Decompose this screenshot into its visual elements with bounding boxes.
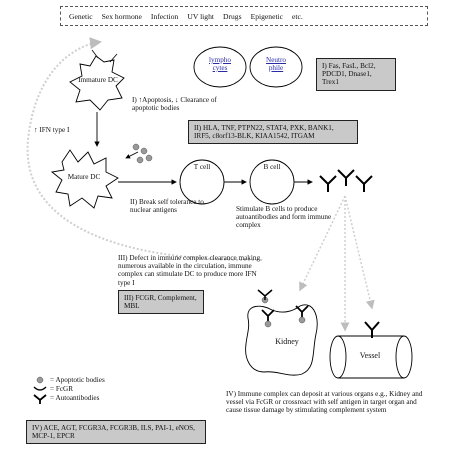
gene-box-i: I) Fas, FasL, Bcl2, PDCD1, Dnase1, Trex1 bbox=[316, 58, 396, 91]
factor-epigenetic: Epigenetic bbox=[250, 11, 284, 21]
factor-sex-hormone: Sex hormone bbox=[101, 11, 142, 21]
lymphocytes-label: lympho cytes bbox=[209, 56, 231, 72]
vessel-label: Vessel bbox=[359, 351, 381, 360]
immature-dc-label: Immature DC bbox=[78, 76, 118, 84]
neutrophile-label: Neutro phile bbox=[266, 56, 286, 72]
step-iii-label: III) Defect in immune complex clearance making numerous available in the circulation, immune complex can stimulate DC to produce more IFN type I bbox=[118, 254, 261, 287]
etiology-factors-box bbox=[60, 6, 428, 26]
factor-etc: etc. bbox=[292, 11, 303, 21]
t-cell-label: T cell bbox=[193, 163, 211, 171]
ifn-type-i-label: ↑ IFN type I bbox=[34, 126, 70, 134]
gene-box-iii: III) FCGR, Complement, MBL bbox=[118, 290, 204, 314]
legend-apoptotic-label: = Apoptotic bodies bbox=[50, 376, 105, 384]
kidney-label: Kidney bbox=[275, 337, 299, 346]
b-cell-stimulation-label: Stimulate B cells to produce autoantibodies and form immune complex bbox=[236, 205, 332, 230]
legend-fcgr-label: = FcGR bbox=[50, 385, 74, 393]
b-cell-label: B cell bbox=[263, 163, 281, 171]
mature-dc-label: Mature DC bbox=[67, 173, 101, 181]
factor-genetic: Genetic bbox=[69, 11, 93, 21]
step-i-label: I) ↑Apoptosis, ↓ Clearance of apoptotic bodies bbox=[132, 96, 217, 113]
step-ii-label: II) Break self tolerance to nuclear antigens bbox=[130, 198, 204, 215]
factor-infection: Infection bbox=[150, 11, 179, 21]
gene-box-ii: II) HLA, TNF, PTPN22, STAT4, PXK, BANK1, IRF5, c8orf13-BLK, KIAA1542, ITGAM bbox=[188, 120, 358, 144]
legend-fcgr-symbol bbox=[34, 387, 46, 390]
factor-uv-light: UV light bbox=[187, 11, 214, 21]
gene-box-iv: IV) ACE, AGT, FCGR3A, FCGR3B, ILS, PAI-1, eNOS, MCP-1, EPCR bbox=[26, 420, 206, 444]
legend-apoptotic-symbol bbox=[37, 377, 43, 383]
step-iv-label: IV) Immune complex can deposit at various organs e.g., Kidney and vessel via FcGR or crossreact with self antigen in target organ and cause tissue damage by stimulating complement system bbox=[226, 390, 423, 415]
factor-drugs: Drugs bbox=[223, 11, 242, 21]
legend-antibody-symbol bbox=[34, 395, 46, 404]
legend-autoantibodies-label: = Autoantibodies bbox=[50, 394, 100, 402]
autoantibody-group-1 bbox=[320, 170, 372, 192]
